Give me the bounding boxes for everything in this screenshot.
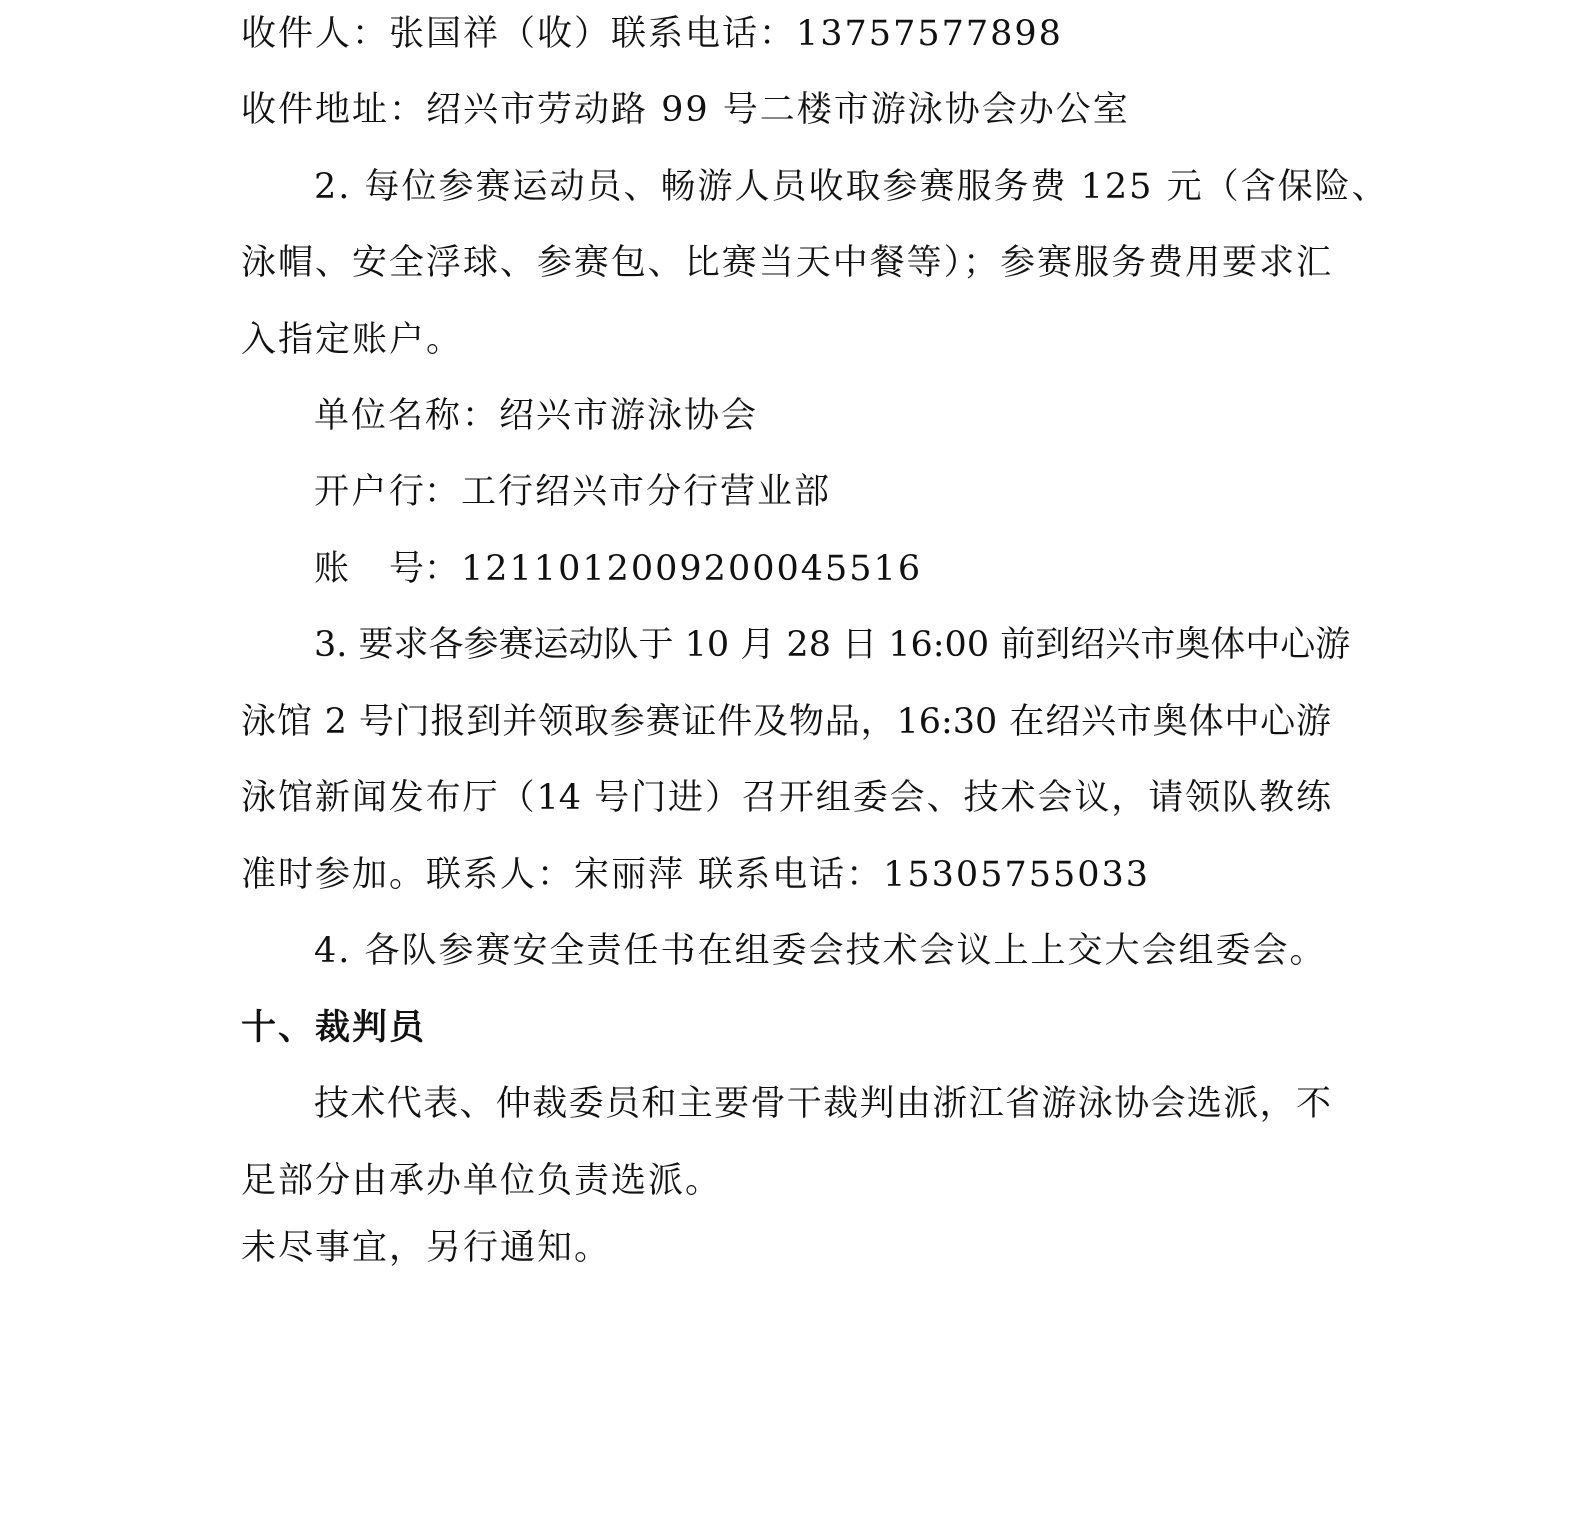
bank-label: 开户行 bbox=[314, 472, 424, 512]
section10-para-line1: 技术代表、仲裁委员和主要骨干裁判由浙江省游泳协会选派，不 bbox=[314, 1084, 1331, 1124]
section10-heading: 十、裁判员 bbox=[241, 1008, 427, 1048]
unit-name-label: 单位名称 bbox=[314, 396, 463, 436]
item3-line1: 3. 要求各参赛运动队于 10 月 28 日 16:00 前到绍兴市奥体中心游 bbox=[314, 625, 1351, 665]
item2-line2: 泳帽、安全浮球、参赛包、比赛当天中餐等）；参赛服务费用要求汇 bbox=[241, 243, 1331, 283]
recipient-line: 收件人：张国祥（收）联系电话：13757577898 bbox=[241, 14, 1063, 54]
unit-name-row bbox=[314, 394, 758, 438]
item4-line1: 4. 各队参赛安全责任书在组委会技术会议上上交大会组委会。 bbox=[314, 931, 1327, 971]
account-row bbox=[314, 547, 922, 591]
bank-row bbox=[314, 470, 831, 514]
bank-value: ：工行绍兴市分行营业部 bbox=[424, 472, 832, 512]
address-line: 收件地址：绍兴市劳动路 99 号二楼市游泳协会办公室 bbox=[241, 90, 1130, 130]
item2-line3: 入指定账户。 bbox=[241, 320, 464, 360]
item2-line1: 2. 每位参赛运动员、畅游人员收取参赛服务费 125 元（含保险、 bbox=[314, 167, 1389, 207]
item3-line3: 泳馆新闻发布厅（14 号门进）召开组委会、技术会议，请领队教练 bbox=[241, 778, 1331, 818]
closing-line: 未尽事宜，另行通知。 bbox=[241, 1228, 612, 1268]
item3-line4: 准时参加。联系人：宋丽萍 联系电话：15305755033 bbox=[241, 855, 1151, 895]
account-label: 账号 bbox=[314, 549, 424, 589]
unit-name-value: ：绍兴市游泳协会 bbox=[462, 396, 759, 436]
account-value: ：1211012009200045516 bbox=[424, 549, 923, 589]
item3-line2: 泳馆 2 号门报到并领取参赛证件及物品，16:30 在绍兴市奥体中心游 bbox=[241, 702, 1331, 742]
section10-para-line2: 足部分由承办单位负责选派。 bbox=[241, 1161, 723, 1201]
